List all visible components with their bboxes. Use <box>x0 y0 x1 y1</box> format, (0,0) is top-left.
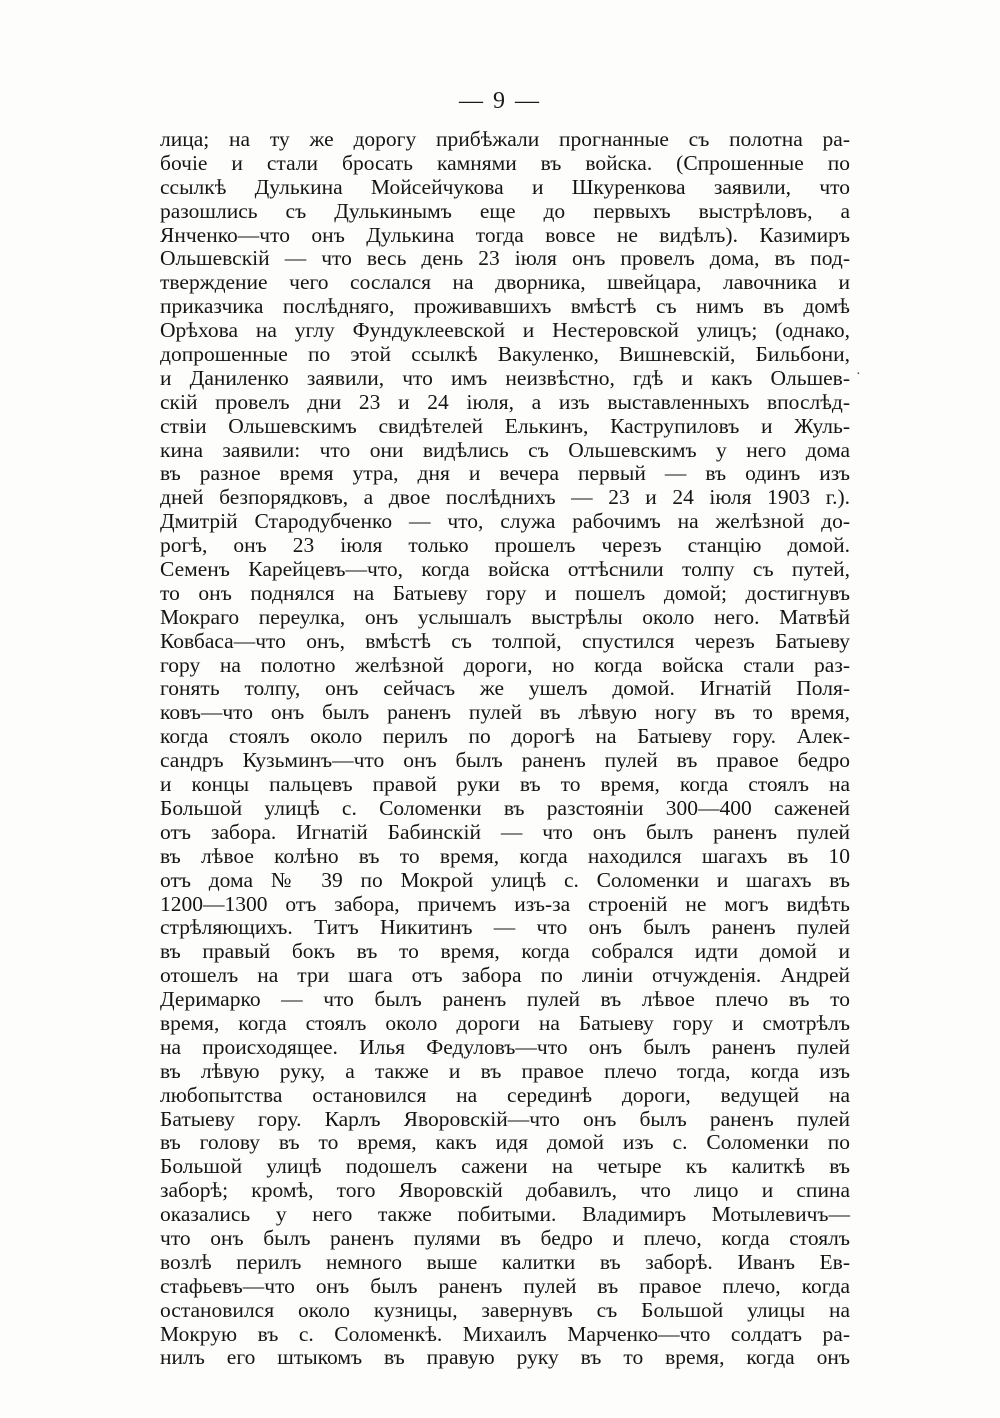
text-line: отъ забора. Игнатій Бабинскій — что онъ былъ раненъ пулей <box>160 819 850 844</box>
text-line: лица; на ту же дорогу прибѣжали прогнанные съ полотна ра- <box>160 127 850 151</box>
text-line: оказались у него также побитыми. Владимиръ Мотылевичъ— <box>160 1202 850 1227</box>
text-line: сандръ Кузьминъ—что онъ былъ раненъ пулей въ правое бедро <box>160 748 850 773</box>
text-line: ссылкѣ Дулькина Мойсейчукова и Шкуренкова заявили, что <box>160 174 850 199</box>
text-line: на происходящее. Илья Федуловъ—что онъ былъ раненъ пулей <box>160 1034 850 1059</box>
text-line: стрѣляющихъ. Титъ Никитинъ — что онъ былъ раненъ пулей <box>160 915 850 940</box>
text-line: и Даниленко заявили, что имъ неизвѣстно, гдѣ и какъ Ольшев- <box>160 365 850 390</box>
text-line: ствіи Ольшевскимъ свидѣтелей Елькинъ, Каструпиловъ и Жуль- <box>160 413 850 438</box>
text-line: нилъ его штыкомъ въ правую руку въ то время, когда онъ <box>160 1345 850 1370</box>
text-line: остановился около кузницы, завернувъ съ Большой улицы на <box>160 1297 850 1322</box>
text-line: скій провелъ дни 23 и 24 іюля, а изъ выставленныхъ впослѣд- <box>160 389 850 414</box>
text-line: въ голову въ то время, какъ идя домой изъ с. Соломенки по <box>160 1130 850 1155</box>
stray-mark: · <box>856 367 861 382</box>
text-line: отошелъ на три шага отъ забора по линіи отчужденія. Андрей <box>160 963 850 988</box>
text-line: Дмитрій Стародубченко — что, служа рабочимъ на желѣзной до- <box>160 509 850 534</box>
text-line: Мокраго переулка, онъ услышалъ выстрѣлы около него. Матвѣй <box>160 604 850 629</box>
text-line: отъ дома № 39 по Мокрой улицѣ с. Соломенки и шагахъ въ <box>160 867 850 892</box>
text-line: гору на полотно желѣзной дороги, но когда войска стали раз- <box>160 652 850 677</box>
text-line: что онъ былъ раненъ пулями въ бедро и плечо, когда стоялъ <box>160 1225 850 1250</box>
text-line: и концы пальцевъ правой руки въ то время, когда стоялъ на <box>160 772 850 797</box>
text-line: Большой улицѣ подошелъ сажени на четыре къ калиткѣ въ <box>160 1154 850 1179</box>
text-line: то онъ поднялся на Батыеву гору и пошелъ домой; достигнувъ <box>160 580 850 605</box>
text-line: въ лѣвое колѣно въ то время, когда находился шагахъ въ 10 <box>160 843 850 868</box>
text-line: въ лѣвую руку, а также и въ правое плечо тогда, когда изъ <box>160 1058 850 1083</box>
text-line: въ правый бокъ въ то время, когда собрался идти домой и <box>160 939 850 964</box>
text-line: любопытства остановился на серединѣ дороги, ведущей на <box>160 1082 850 1107</box>
text-line: Янченко—что онъ Дулькина тогда вовсе не видѣлъ). Казимиръ <box>160 222 850 247</box>
text-line: Орѣхова на углу Фундуклеевской и Нестеровской улицъ; (однако, <box>160 318 850 343</box>
text-line: заборѣ; кромѣ, того Яворовскій добавилъ, что лицо и спина <box>160 1178 850 1203</box>
text-line: Мокрую въ с. Соломенкѣ. Михаилъ Марченко—что солдатъ ра- <box>160 1321 850 1346</box>
text-line: ковъ—что онъ былъ раненъ пулей въ лѣвую ногу въ то время, <box>160 700 850 725</box>
text-line: возлѣ перилъ немного выше калитки въ заборѣ. Иванъ Ев- <box>160 1249 850 1274</box>
text-line: Ковбаса—что онъ, вмѣстѣ съ толпой, спустился черезъ Батыеву <box>160 628 850 653</box>
text-line: кина заявили: что они видѣлись съ Ольшевскимъ у него дома <box>160 437 850 462</box>
text-line: Семенъ Карейцевъ—что, когда войска оттѣснили толпу съ путей, <box>160 557 850 582</box>
body-text <box>160 128 850 1370</box>
text-line: когда стоялъ около перилъ по дорогѣ на Батыеву гору. Алек- <box>160 724 850 749</box>
text-line: рогѣ, онъ 23 іюля только прошелъ черезъ станцію домой. <box>160 533 850 558</box>
text-line: Деримарко — что былъ раненъ пулей въ лѣвое плечо въ то <box>160 987 850 1012</box>
text-line: Большой улицѣ с. Соломенки въ разстояніи 300—400 саженей <box>160 795 850 820</box>
text-line: въ разное время утра, дня и вечера первый — въ одинъ изъ <box>160 461 850 486</box>
text-line: тверждение чего сослался на дворника, швейцара, лавочника и <box>160 270 850 295</box>
text-line: приказчика послѣдняго, проживавшихъ вмѣстѣ съ нимъ въ домѣ <box>160 294 850 319</box>
text-line: Ольшевскій — что весь день 23 іюля онъ провелъ дома, въ под- <box>160 246 850 271</box>
text-line: бочіе и стали бросать камнями въ войска. (Спрошенные по <box>160 150 850 175</box>
text-line: время, когда стоялъ около дороги на Батыеву гору и смотрѣлъ <box>160 1010 850 1035</box>
text-line: допрошенные по этой ссылкѣ Вакуленко, Вишневскій, Бильбони, <box>160 342 850 367</box>
text-line: дней безпорядковъ, а двое послѣднихъ — 23 и 24 іюля 1903 г.). <box>160 485 850 510</box>
text-line: гонять толпу, онъ сейчасъ же ушелъ домой. Игнатій Поля- <box>160 676 850 701</box>
text-line: Батыеву гору. Карлъ Яворовскій—что онъ былъ раненъ пулей <box>160 1106 850 1131</box>
page-number: — 9 — <box>459 88 541 114</box>
text-line: 1200—1300 отъ забора, причемъ изъ-за строеній не могъ видѣть <box>160 891 850 916</box>
text-line: стафьевъ—что онъ былъ раненъ пулей въ правое плечо, когда <box>160 1273 850 1298</box>
text-line: разошлись съ Дулькинымъ еще до первыхъ выстрѣловъ, а <box>160 198 850 223</box>
